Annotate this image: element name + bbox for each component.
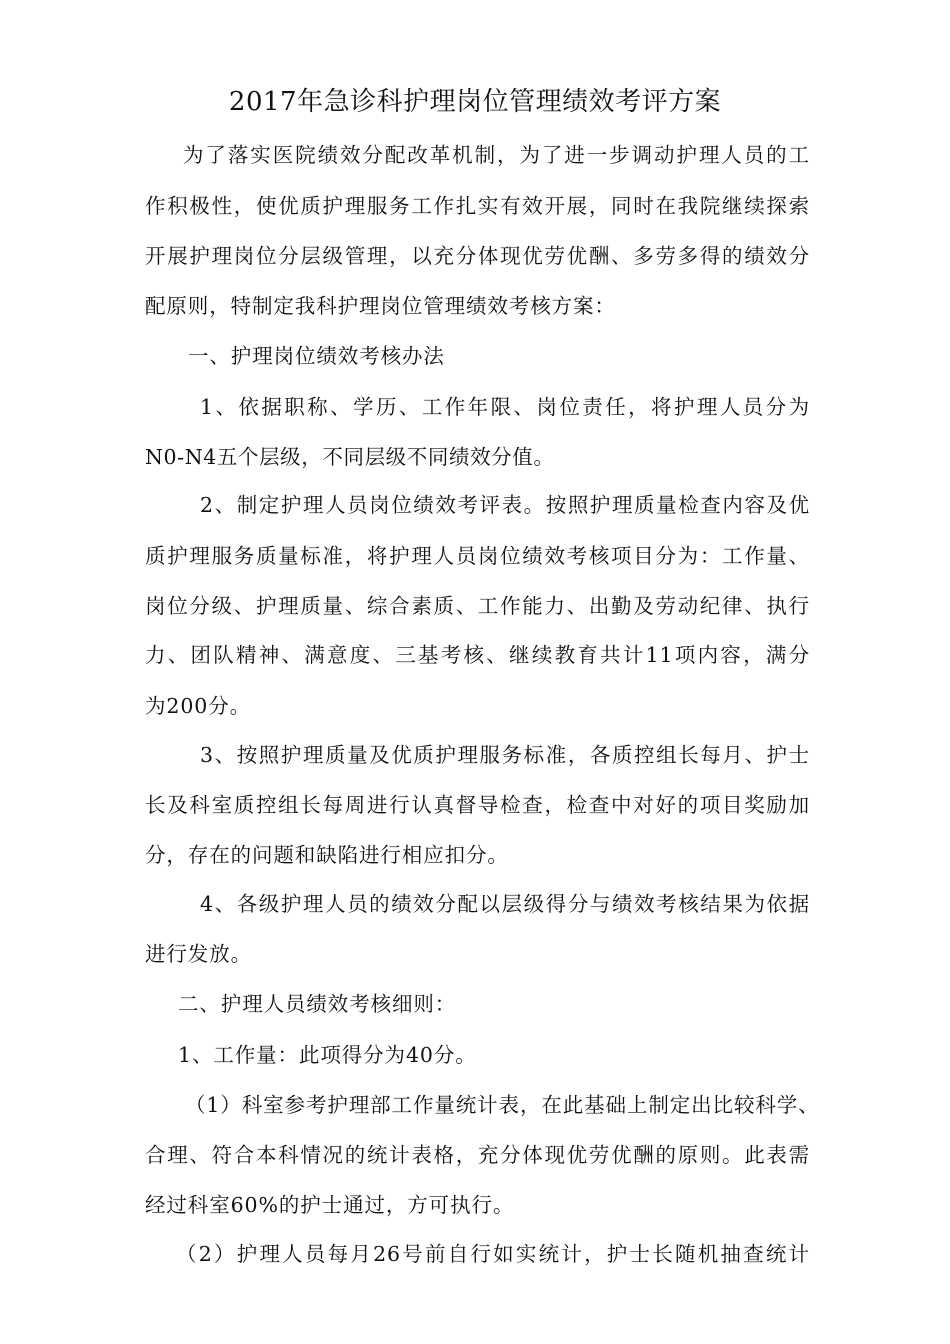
paragraph-line: 2、制定护理人员岗位绩效考评表。按照护理质量检查内容及优 [200,493,810,517]
section-heading: 一、护理岗位绩效考核办法 [188,344,445,368]
paragraph-line: 3、按照护理质量及优质护理服务标准，各质控组长每月、护士 [200,743,810,767]
paragraph-line: 岗位分级、护理质量、综合素质、工作能力、出勤及劳动纪律、执行 [145,594,810,618]
paragraph-line: 长及科室质控组长每周进行认真督导检查，检查中对好的项目奖励加 [145,793,810,817]
paragraph-line: 合理、符合本科情况的统计表格，充分体现优劳优酬的原则。此表需 [145,1143,810,1167]
paragraph-line: 质护理服务质量标准，将护理人员岗位绩效考核项目分为：工作量、 [145,544,810,568]
paragraph-line: 开展护理岗位分层级管理，以充分体现优劳优酬、多劳多得的绩效分 [145,244,810,268]
section-heading: 二、护理人员绩效考核细则： [178,992,457,1016]
paragraph-line: 力、团队精神、满意度、三基考核、继续教育共计11项内容，满分 [145,643,810,667]
paragraph-line: （2）护理人员每月26号前自行如实统计，护士长随机抽查统计 [176,1242,810,1266]
paragraph-line: 配原则，特制定我科护理岗位管理绩效考核方案： [145,294,616,318]
paragraph-line: （1）科室参考护理部工作量统计表，在此基础上制定出比较科学、 [185,1093,820,1117]
paragraph-line: 作积极性，使优质护理服务工作扎实有效开展，同时在我院继续探索 [145,194,810,218]
document-title: 2017年急诊科护理岗位管理绩效考评方案 [228,87,722,117]
paragraph-line: 为了落实医院绩效分配改革机制，为了进一步调动护理人员的工 [183,143,810,167]
paragraph-line: 进行发放。 [145,942,252,966]
paragraph-line: 1、工作量：此项得分为40分。 [178,1043,477,1067]
paragraph-line: 1、依据职称、学历、工作年限、岗位责任，将护理人员分为 [200,395,810,419]
paragraph-line: 分，存在的问题和缺陷进行相应扣分。 [145,843,509,867]
paragraph-line: 4、各级护理人员的绩效分配以层级得分与绩效考核结果为依据 [200,892,810,916]
paragraph-line: N0-N4五个层级，不同层级不同绩效分值。 [145,445,555,469]
paragraph-line: 为200分。 [145,694,252,718]
paragraph-line: 经过科室60%的护士通过，方可执行。 [145,1193,515,1217]
